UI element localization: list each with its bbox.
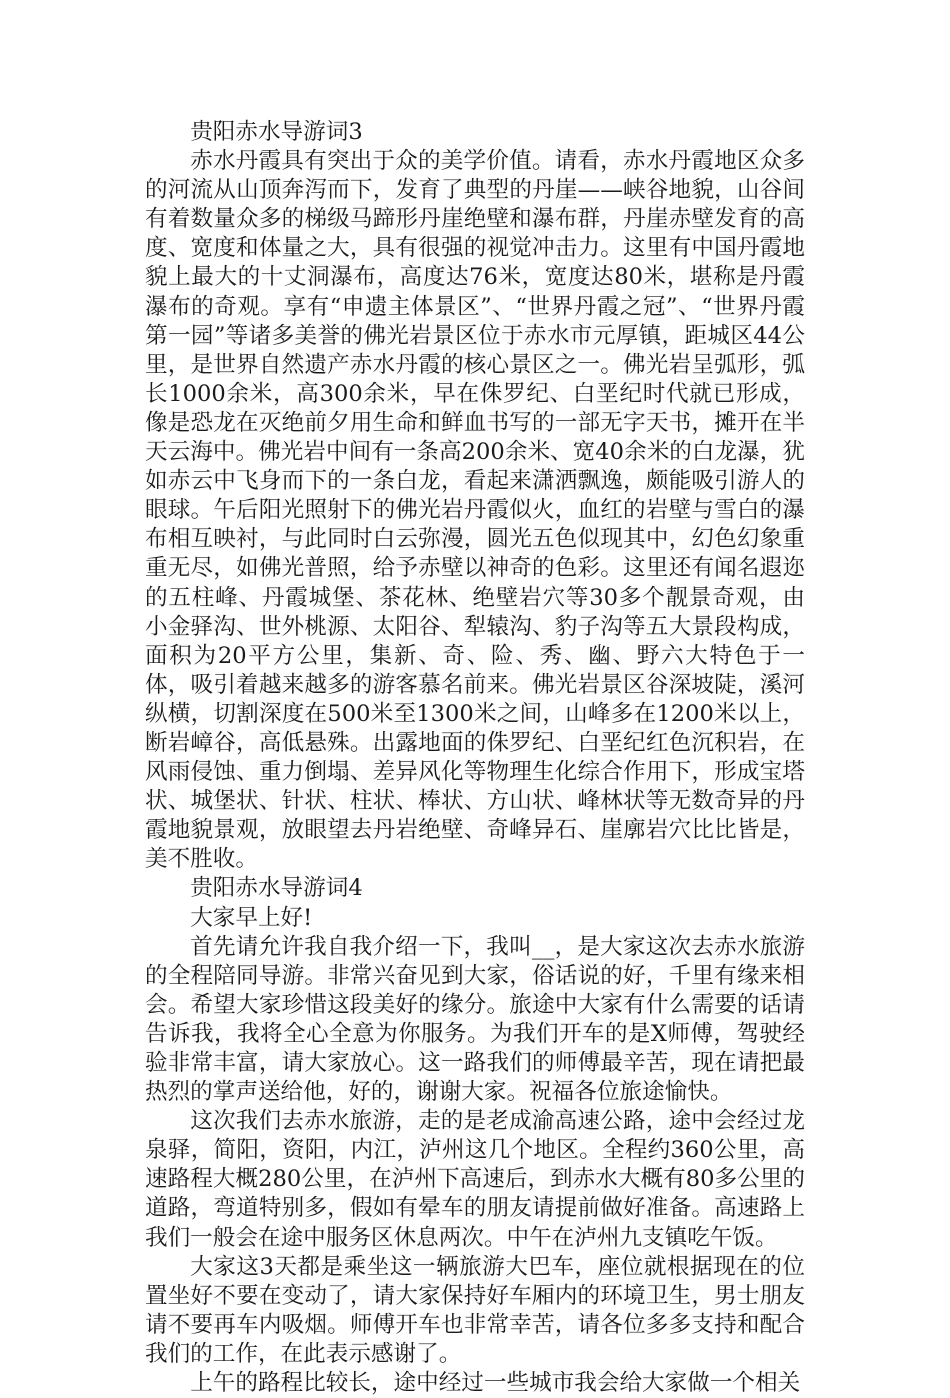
- paragraph-morning-trip: 上午的路程比较长，途中经过一些城市我会给大家做一个相关: [190, 1370, 801, 1397]
- paragraph-route: 这次我们去赤水旅游，走的是老成渝高速公路，途中会经过龙泉驿，简阳，资阳，内江，泸州这几个地区。全程约360公里，高速路程大概280公里，在泸州下高速后，到赤水大概有80多公里的道路，弯道特别多，假如有晕车的朋友请提前做好准备。高速路上我们一般会在途中服务区休息两次。中午在泸州九支镇吃午饭。: [145, 1108, 805, 1251]
- section-heading-3: 贵阳赤水导游词3: [190, 119, 363, 145]
- paragraph-greeting: 大家早上好!: [190, 904, 313, 931]
- document-body: [145, 118, 805, 1398]
- paragraph-danxia-description: 赤水丹霞具有突出于众的美学价值。请看，赤水丹霞地区众多的河流从山顶奔泻而下，发育了典型的丹崖——峡谷地貌，山谷间有着数量众多的梯级马蹄形丹崖绝壁和瀑布群，丹崖赤壁发育的高度、宽度和体量之大，具有很强的视觉冲击力。这里有中国丹霞地貌上最大的十丈洞瀑布，高度达76米，宽度达80米，堪称是丹霞瀑布的奇观。享有“申遗主体景区”、“世界丹霞之冠”、“世界丹霞第一园”等诸多美誉的佛光岩景区位于赤水市元厚镇，距城区44公里，是世界自然遗产赤水丹霞的核心景区之一。佛光岩呈弧形，弧长1000余米，高300余米，早在侏罗纪、白垩纪时代就已形成，像是恐龙在灭绝前夕用生命和鲜血书写的一部无字天书，摊开在半天云海中。佛光岩中间有一条高200余米、宽40余米的白龙瀑，犹如赤云中飞身而下的一条白龙，看起来潇洒飘逸，颇能吸引游人的眼球。午后阳光照射下的佛光岩丹霞似火，血红的岩壁与雪白的瀑布相互映衬，与此同时白云弥漫，圆光五色似现其中，幻色幻象重重无尽，如佛光普照，给予赤壁以神奇的色彩。这里还有闻名遐迩的五柱峰、丹霞城堡、茶花林、绝壁岩穴等30多个靓景奇观，由小金驿沟、世外桃源、太阳谷、犁辕沟、豹子沟等五大景段构成，面积为20平方公里，集新、奇、险、秀、幽、野六大特色于一体，吸引着越来越多的游客慕名前来。佛光岩景区谷深坡陡，溪河纵横，切割深度在500米至1300米之间，山峰多在1200米以上，断岩嶂谷，高低悬殊。出露地面的侏罗纪、白垩纪红色沉积岩，在风雨侵蚀、重力倒塌、差异风化等物理生化综合作用下，形成宝塔状、城堡状、针状、柱状、棒状、方山状、峰林状等无数奇异的丹霞地貌景观，放眼望去丹岩绝壁、奇峰异石、崖廓岩穴比比皆是，美不胜收。: [145, 148, 805, 873]
- paragraph-self-introduction: 首先请允许我自我介绍一下，我叫__，是大家这次去赤水旅游的全程陪同导游。非常兴奋见到大家，俗话说的好，千里有缘来相会。希望大家珍惜这段美好的缘分。旅途中大家有什么需要的话请告诉我，我将全心全意为你服务。为我们开车的是X师傅，驾驶经验非常丰富，请大家放心。这一路我们的师傅最辛苦，现在请把最热烈的掌声送给他，好的，谢谢大家。祝福各位旅途愉快。: [145, 933, 805, 1106]
- section-heading-4: 贵阳赤水导游词4: [190, 875, 363, 902]
- paragraph-bus-rules: 大家这3天都是乘坐这一辆旅游大巴车，座位就根据现在的位置坐好不要在变动了，请大家保持好车厢内的环境卫生，男士朋友请不要再车内吸烟。师傅开车也非常幸苦，请各位多多支持和配合我们的工作，在此表示感谢了。: [145, 1253, 805, 1367]
